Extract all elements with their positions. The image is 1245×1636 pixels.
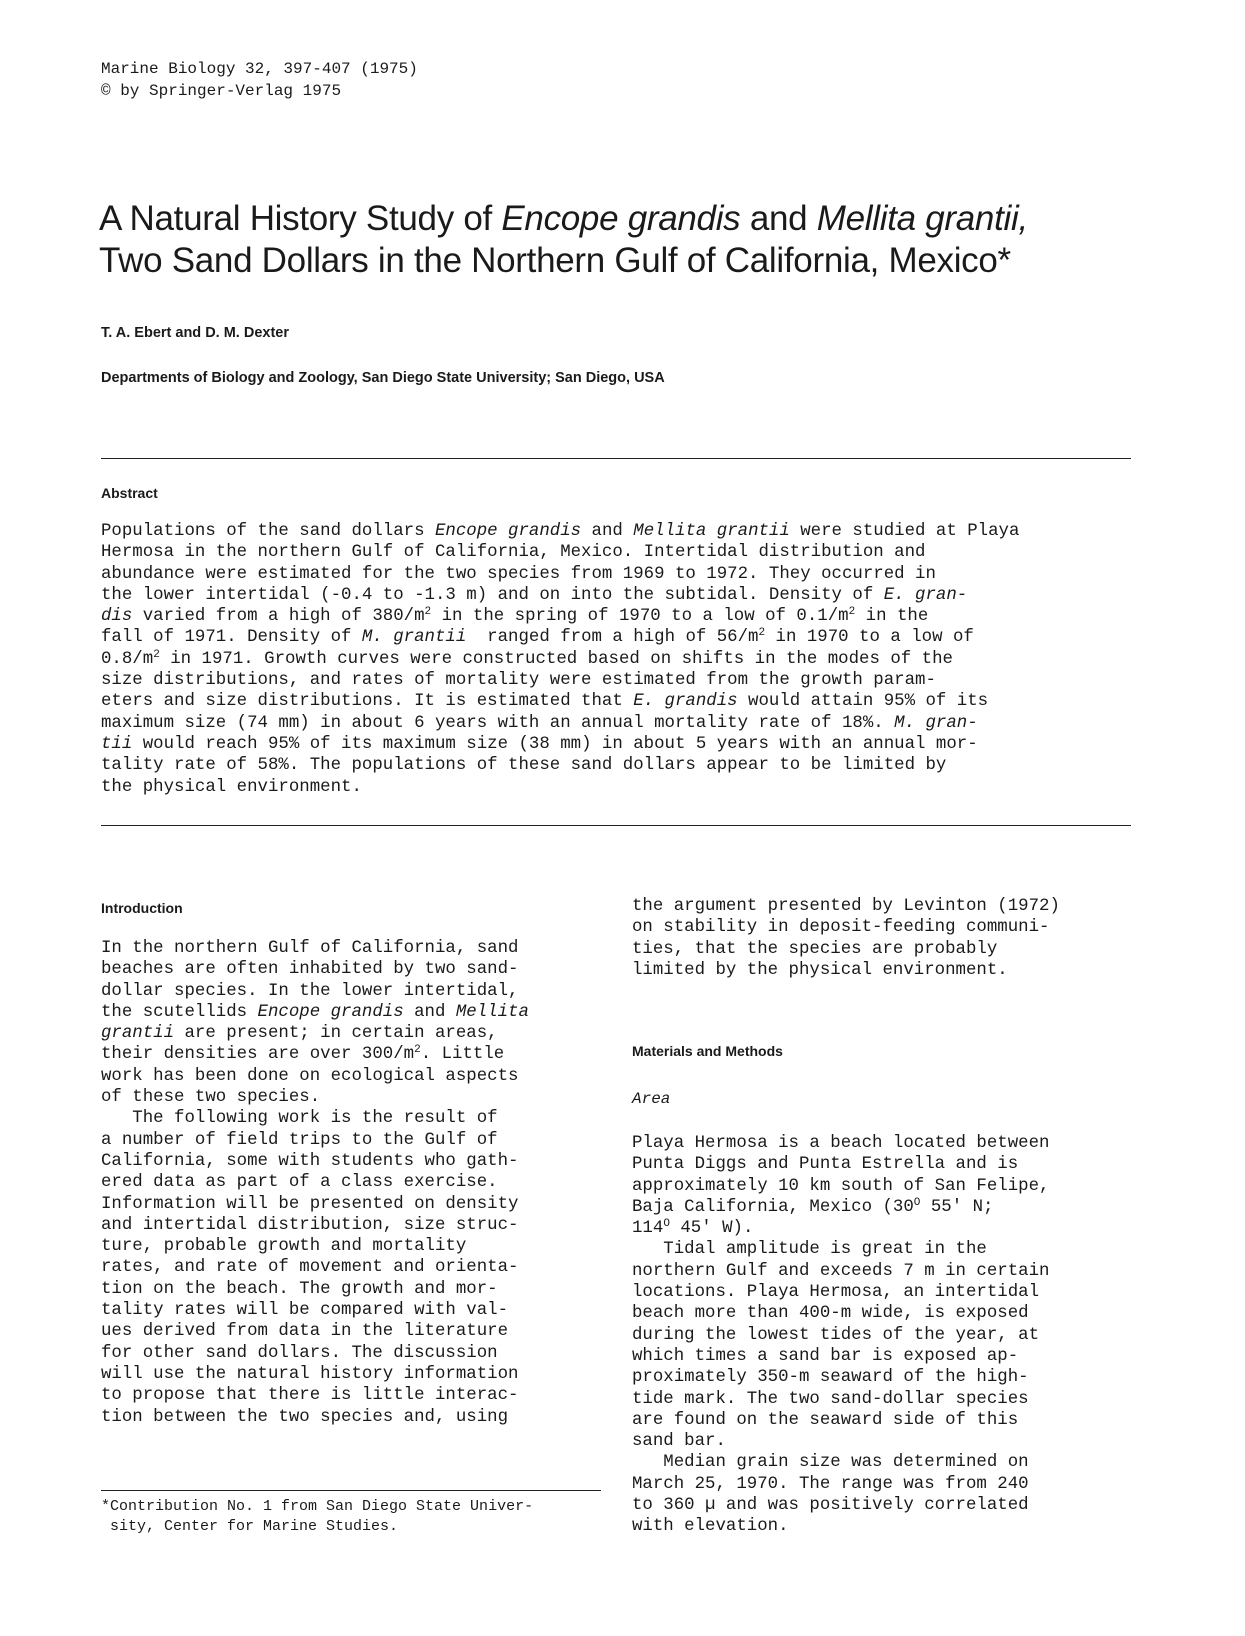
abstract-bottom-rule: [101, 825, 1131, 826]
introduction-continuation: the argument presented by Levinton (1972) on stability in deposit-feeding communi- ties, that the species are probably limited by the physical environment.: [632, 897, 1060, 980]
footnote-rule: [101, 1490, 601, 1491]
abstract-body: Populations of the sand dollars Encope grandis and Mellita grantii were studied at Playa Hermosa in the northern Gulf of California, Mexico. Intertidal distribution and abundance were estimated for the two species from 1969 to 1972. They occurred in the lower intertidal (-0.4 to -1.3 m) and on into the subtidal. Density of E. gran- dis varied from a high of $380/m^2$ in the spring of 1970 to a low of $0.1/m^2$ in the fall of 1971. Density of M. grantii ranged from a high of $56/m^2$ in 1970 to a low of $0.8/m^2$ in 1971. Growth curves were constructed based on shifts in the modes of the size distributions, and rates of mortality were estimated from the growth param- eters and size distributions. It is estimated that E. grandis would attain 95% of its maximum size (74 mm) in about 6 years with an annual mortality rate of 18%. M. gran- tii would reach 95% of its maximum size (38 mm) in about 5 years with an annual mor- tality rate of 58%. The populations of these sand dollars appear to be limited by the physical environment.: [101, 522, 1020, 797]
affiliation: Departments of Biology and Zoology, San Diego State University; San Diego, USA: [101, 370, 665, 386]
journal-citation: Marine Biology 32, 397-407 (1975): [101, 60, 418, 78]
area-body: Playa Hermosa is a beach located between Punta Diggs and Punta Estrella and is approximately 10 km south of San Felipe, Baja California, Mexico ($30^O$ 55' N; $114^O$ 45' W). Tidal amplitude is great in the northern Gulf and exceeds 7 m in certain locations. Playa Hermosa, an intertidal beach more than 400-m wide, is exposed during the lowest tides of the year, at which times a sand bar is exposed ap- proximately 350-m seaward of the high- tide mark. The two sand-dollar species are found on the seaward side of this sand bar. Median grain size was determined on March 25, 1970. The range was from 240 to 360 µ and was positively correlated with elevation.: [632, 1134, 1050, 1537]
title-species-encope: Encope grandis: [501, 199, 741, 238]
introduction-heading: Introduction: [101, 900, 183, 916]
abstract-heading: Abstract: [101, 485, 158, 501]
journal-header: [101, 58, 418, 102]
authors: T. A. Ebert and D. M. Dexter: [101, 325, 289, 341]
methods-heading: Materials and Methods: [632, 1043, 783, 1059]
copyright-line: © by Springer-Verlag 1975: [101, 82, 342, 100]
title-line-2: Two Sand Dollars in the Northern Gulf of California, Mexico*: [99, 241, 1011, 280]
introduction-body: In the northern Gulf of California, sand beaches are often inhabited by two sand- dollar species. In the lower intertidal, the scutellids Encope grandis and Mellita grantii are present; in certain areas, their densities are over $300/m^2$. Little work has been done on ecological aspects of these two species. The following work is the result of a number of field trips to the Gulf of California, some with students who gath- ered data as part of a class exercise. Information will be presented on density and intertidal distribution, size struc- ture, probable growth and mortality rates, and rate of movement and orienta- tion on the beach. The growth and mor- tality rates will be compared with val- ues derived from data in the literature for other sand dollars. The discussion will use the natural history information to propose that there is little interac- tion between the two species and, using: [101, 939, 529, 1427]
title-species-mellita: Mellita grantii,: [816, 199, 1028, 238]
title-text: A Natural History Study of: [99, 199, 502, 238]
abstract-top-rule: [101, 458, 1131, 459]
area-subheading: Area: [632, 1090, 671, 1108]
footnote: *Contribution No. 1 from San Diego State Univer- sity, Center for Marine Studies.: [101, 1498, 534, 1535]
title-text: and: [740, 199, 817, 238]
paper-title: [99, 198, 1159, 282]
